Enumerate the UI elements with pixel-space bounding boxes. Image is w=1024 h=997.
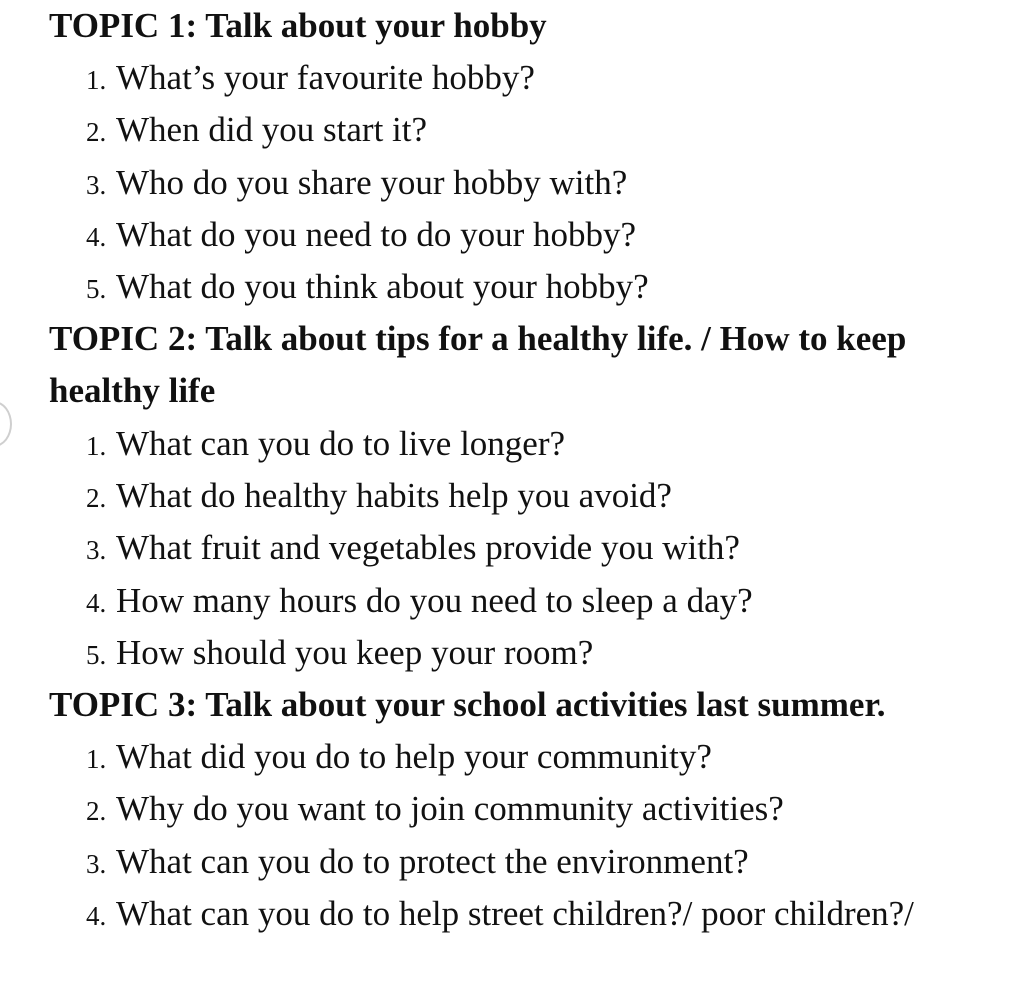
question-text: How should you keep your room? bbox=[116, 633, 594, 672]
question-number: 4. bbox=[86, 222, 107, 252]
question-number: 3. bbox=[86, 849, 107, 879]
topic-1-question-1 bbox=[86, 52, 535, 106]
topic-2-title-line-2: healthy life bbox=[49, 371, 216, 410]
topic-3-question-4 bbox=[86, 888, 914, 942]
question-text: How many hours do you need to sleep a day? bbox=[116, 581, 753, 620]
question-number: 5. bbox=[86, 274, 107, 304]
question-text: What can you do to protect the environment? bbox=[116, 842, 749, 881]
topic-3-question-2 bbox=[86, 783, 784, 837]
question-text: Who do you share your hobby with? bbox=[116, 163, 628, 202]
topic-1-title: TOPIC 1: Talk about your hobby bbox=[49, 6, 547, 45]
question-number: 2. bbox=[86, 117, 107, 147]
topic-3-title: TOPIC 3: Talk about your school activities last summer. bbox=[49, 685, 886, 724]
topic-1-question-2 bbox=[86, 104, 427, 158]
topic-2-question-1 bbox=[86, 418, 565, 472]
topic-2-question-2 bbox=[86, 470, 672, 524]
edge-circle-icon bbox=[0, 401, 12, 447]
question-number: 2. bbox=[86, 796, 107, 826]
topic-1-question-4 bbox=[86, 209, 636, 263]
question-text: What fruit and vegetables provide you with? bbox=[116, 528, 740, 567]
question-text: What do you need to do your hobby? bbox=[116, 215, 637, 254]
question-number: 1. bbox=[86, 65, 107, 95]
question-text: What do you think about your hobby? bbox=[116, 267, 649, 306]
topic-2-question-3 bbox=[86, 522, 740, 576]
question-number: 4. bbox=[86, 901, 107, 931]
topic-1-question-5 bbox=[86, 261, 649, 315]
question-number: 1. bbox=[86, 431, 107, 461]
question-text: When did you start it? bbox=[116, 110, 428, 149]
topic-3-question-3 bbox=[86, 836, 749, 890]
question-number: 3. bbox=[86, 170, 107, 200]
question-text: What do healthy habits help you avoid? bbox=[116, 476, 672, 515]
topic-1-question-3 bbox=[86, 157, 627, 211]
question-text: Why do you want to join community activities? bbox=[116, 789, 784, 828]
question-text: What can you do to live longer? bbox=[116, 424, 566, 463]
question-number: 5. bbox=[86, 640, 107, 670]
question-number: 3. bbox=[86, 535, 107, 565]
question-text: What can you do to help street children?/ poor children?/ bbox=[116, 894, 914, 933]
question-number: 1. bbox=[86, 744, 107, 774]
question-number: 2. bbox=[86, 483, 107, 513]
topic-2-question-5 bbox=[86, 627, 593, 681]
question-number: 4. bbox=[86, 588, 107, 618]
question-text: What did you do to help your community? bbox=[116, 737, 712, 776]
question-text: What’s your favourite hobby? bbox=[116, 58, 535, 97]
topic-3-question-1 bbox=[86, 731, 712, 785]
topic-2-title: TOPIC 2: Talk about tips for a healthy life. / How to keep bbox=[49, 319, 907, 358]
topic-2-question-4 bbox=[86, 575, 753, 629]
